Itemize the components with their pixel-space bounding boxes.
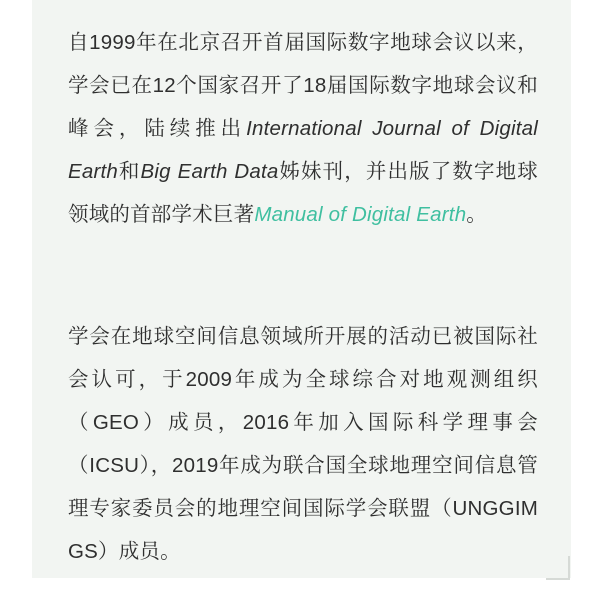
journal-title: International Journal of Digital Earth <box>68 116 538 183</box>
text-run: 。 <box>466 202 487 226</box>
text-run: 姊妹刊，并出版了数字地球领域的首部学术巨著 <box>68 159 538 226</box>
right-margin <box>571 0 603 592</box>
book-title-link[interactable]: Manual of Digital Earth <box>254 202 467 226</box>
text-run: 和 <box>118 159 141 183</box>
article-content-card <box>32 0 571 578</box>
corner-rule-vertical <box>568 556 570 580</box>
text-run: 学会在地球空间信息领域所开展的活动已被国际社会认可，于2009年成为全球综合对地观测组织（GEO）成员，2016年加入国际科学理事会（ICSU），2019年成为联合国全球地理空间信息管理专家委员会的地理空间国际学会联盟（UNGGIM GS）成员。 <box>68 324 538 563</box>
corner-rule-horizontal <box>546 578 570 580</box>
paragraph-recognition <box>68 315 538 573</box>
paragraph-history <box>68 21 538 236</box>
journal-title: Big Earth Data <box>140 159 279 183</box>
left-margin <box>0 0 32 592</box>
text-run: 自1999年在北京召开首届国际数字地球会议以来，学会已在12个国家召开了18届国际数字地球会议和峰会，陆续推出 <box>68 30 538 140</box>
bottom-margin <box>0 578 603 592</box>
